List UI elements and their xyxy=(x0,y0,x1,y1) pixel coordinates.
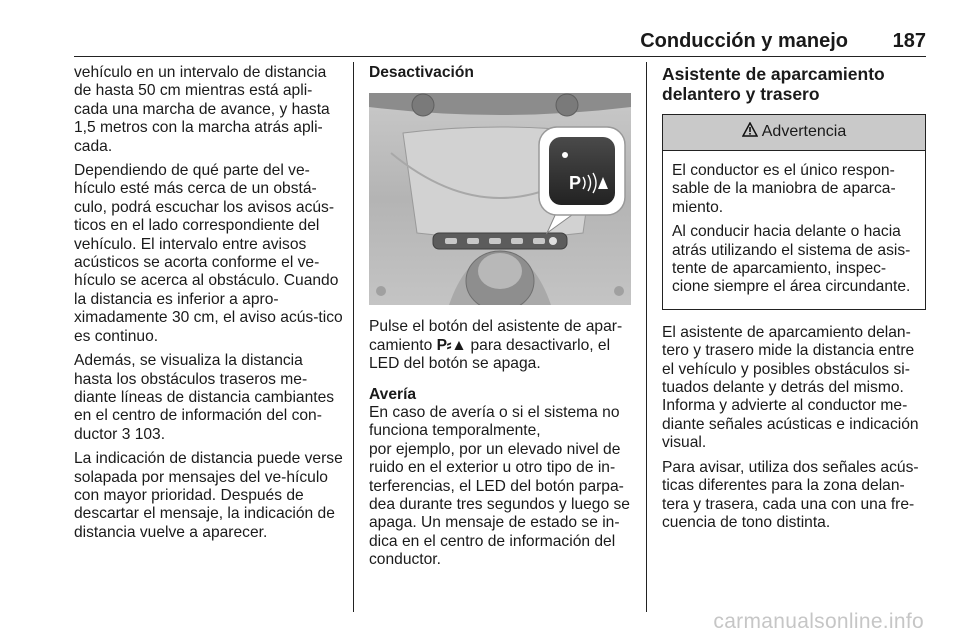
paragraph: El asistente de aparcamiento delan-tero y trasero mide la distancia entre el vehículo y posibles obstáculos si-tuados delante y detrás del mismo. Informa y advierte al conductor me-diante señales acústicas e indicación visual. xyxy=(662,323,919,452)
page-number: 187 xyxy=(892,30,926,52)
header-rule xyxy=(74,56,926,57)
console-illustration xyxy=(369,93,631,305)
warning-box xyxy=(662,114,926,310)
column-1 xyxy=(74,64,344,548)
paragraph: por ejemplo, por un elevado nivel de ruido en el exterior u otro tipo de in-terferencias, el LED del botón parpa-dea durante tres segundos y luego se apaga. Un mensaje de estado se in-dica en el centro de información del conductor. xyxy=(369,440,630,569)
column-divider-2 xyxy=(646,62,647,612)
column-divider-1 xyxy=(353,62,354,612)
paragraph-text: Además, se visualiza la distancia hasta los obstáculos traseros me-diante líneas de distancia cambiantes en el centro de información del con-ductor xyxy=(74,352,335,443)
parking-button-label: P xyxy=(569,173,582,194)
warning-paragraph: El conductor es el único respon-sable de la maniobra de aparca-miento. xyxy=(672,162,896,216)
paragraph xyxy=(74,352,344,444)
parking-button-figure xyxy=(369,93,631,305)
parking-assist-symbol: P⸗▲ xyxy=(436,336,467,354)
paragraph: vehículo en un intervalo de distancia de hasta 50 cm mientras está apli-cada una marcha de avance, y hasta 1,5 metros con la marcha atrás apli-cada. xyxy=(74,64,330,155)
watermark: carmanualsonline.info xyxy=(713,610,924,633)
paragraph-text: Pulse el botón del asistente de apar-camiento xyxy=(369,318,623,354)
warning-title: Advertencia xyxy=(761,123,847,141)
paragraph: Dependiendo de qué parte del ve-hículo esté más cerca de un obstá-culo, podrá escuchar los avisos acús-ticos en el lado correspondiente del vehículo. El intervalo entre avisos acústicos se acorta conforme el ve-hículo se acerca al obstáculo. Cuando la distancia es inferior a apro-ximadamente 30 cm, el aviso acús-tico es continuo. xyxy=(74,162,343,345)
chapter-title: Conducción y manejo xyxy=(640,30,848,52)
paragraph: Para avisar, utiliza dos señales acús-ticas diferentes para la zona delan-tera y trasera, cada una con una fre-cuencia de tono distinta. xyxy=(662,458,919,531)
warning-paragraph: Al conducir hacia delante o hacia atrás utilizando el sistema de asis-tente de aparcamiento, inspec-cione siempre el área circundante. xyxy=(672,223,911,296)
warning-body xyxy=(663,151,925,309)
warning-triangle-icon xyxy=(742,122,758,142)
paragraph: La indicación de distancia puede verse solapada por mensajes del ve-hículo con mayor prioridad. Después de descartar el mensaje, la indicación de distancia vuelve a aparecer. xyxy=(74,450,343,541)
page-reference-link[interactable]: 3 103. xyxy=(121,425,166,443)
heading-deactivation: Desactivación xyxy=(369,64,474,81)
column-3 xyxy=(662,64,926,538)
section-title: Asistente de aparcamiento delantero y trasero xyxy=(662,64,885,104)
paragraph: En caso de avería o si el sistema no funciona temporalmente, xyxy=(369,404,620,440)
paragraph xyxy=(369,318,633,373)
heading-fault: Avería xyxy=(369,385,417,403)
column-2 xyxy=(369,64,633,576)
page-header xyxy=(74,30,926,54)
paragraph-text: para desactivarlo, el LED del botón se apaga. xyxy=(369,336,611,373)
warning-header xyxy=(663,115,925,151)
